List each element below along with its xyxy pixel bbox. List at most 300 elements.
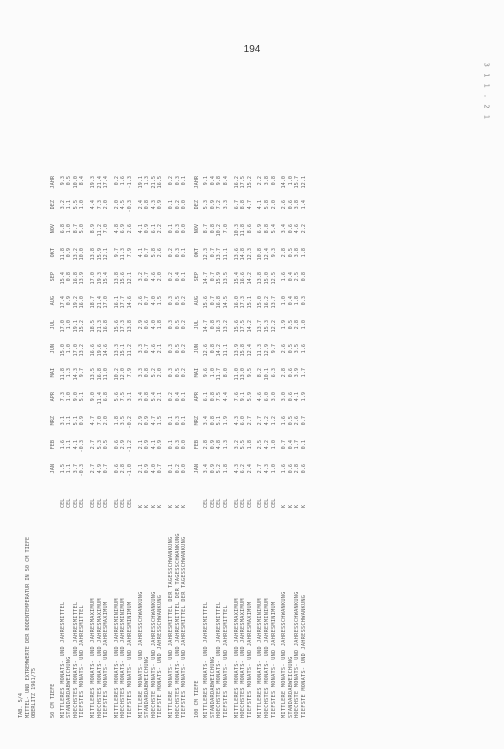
table-cell: 3.2 [59, 200, 66, 210]
table-cell: 2.6 [137, 296, 144, 306]
table-cell: 7.2 [216, 200, 223, 210]
row-label: TIEFSTES MONATS- UND JAHRESMAXIMUM [103, 601, 110, 718]
table-cell: 14.7 [203, 320, 210, 333]
table-cell: 15.0 [264, 272, 271, 285]
table-cell: 16.0 [233, 296, 240, 309]
table-cell: 6.0 [240, 416, 247, 426]
table-cell: 17.4 [103, 176, 110, 189]
table-cell: 1.6 [301, 344, 307, 354]
table-cell: 6.3 [270, 368, 277, 378]
table-cell: 1.9 [223, 416, 230, 426]
row-label: MITTLERES MONATS- UND JAHRESMINIMUM [257, 598, 264, 718]
table-cell: 4.2 [264, 440, 271, 450]
table-cell: 2.6 [294, 416, 301, 426]
table-cell: 4.3 [150, 200, 157, 210]
table-cell: 0.9 [157, 440, 164, 450]
column-header: MRZ [193, 416, 200, 426]
table-cell: 4.6 [150, 344, 157, 354]
table-cell: 12.4 [264, 248, 271, 261]
table-cell: 8.8 [240, 200, 247, 210]
table-cell: 0.1 [301, 440, 307, 450]
table-cell: 1.1 [66, 200, 73, 210]
table-cell: 17.5 [240, 320, 247, 333]
table-cell: 0.6 [113, 440, 120, 450]
table-cell: 3.8 [264, 176, 271, 186]
table-cell: -0.3 [79, 440, 86, 453]
table-cell: 17.3 [120, 320, 127, 333]
table-cell: 1.5 [157, 416, 164, 426]
table-cell: 0.3 [167, 368, 174, 378]
table-cell: 13.3 [113, 344, 120, 357]
table-cell: 16.8 [72, 272, 79, 285]
table-id: TAB. 5/4 [18, 693, 24, 718]
table-cell: 1.1 [66, 464, 73, 474]
table-cell: 2.4 [246, 464, 253, 474]
table-cell: 0.1 [167, 416, 174, 426]
row-label: TIEFSTES MONATS- UND JAHRESMITTEL DER TAGESSCHWANKUNG [181, 536, 188, 718]
table-cell: 0.4 [287, 440, 294, 450]
table-cell: 7.5 [216, 392, 223, 402]
table-cell: 1.0 [301, 320, 307, 330]
table-cell: 0.2 [181, 320, 188, 330]
row-unit: CEL [270, 498, 277, 508]
table-cell: 12.4 [246, 344, 253, 357]
table-cell: 0.4 [209, 176, 216, 186]
table-cell: 12.0 [120, 368, 127, 381]
table-cell: 2.8 [281, 248, 288, 258]
table-cell: 5.6 [113, 392, 120, 402]
page-number: 194 [243, 44, 261, 55]
table-row [223, 78, 230, 718]
row-unit: K [294, 504, 301, 508]
table-cell: 0.7 [281, 440, 288, 450]
table-cell: 2.8 [203, 440, 210, 450]
table-cell: 1.0 [66, 320, 73, 330]
table-cell: 10.2 [216, 224, 223, 237]
row-unit: CEL [89, 498, 96, 508]
table-cell: 8.7 [72, 224, 79, 234]
table-cell: 13.9 [79, 272, 86, 285]
table-cell: 0.0 [181, 224, 188, 234]
table-cell: 0.7 [144, 248, 151, 258]
table-cell: 13.2 [79, 344, 86, 357]
table-cell: 0.2 [174, 464, 181, 474]
table-cell: 4.3 [264, 464, 271, 474]
table-cell: 0.6 [113, 464, 120, 474]
table-cell: 2.6 [281, 200, 288, 210]
table-cell: 1.4 [301, 200, 307, 210]
table-cell: 3.4 [281, 224, 288, 234]
table-cell: 11.4 [96, 392, 103, 405]
table-cell: 11.2 [126, 344, 133, 357]
table-cell: 14.6 [126, 296, 133, 309]
table-cell: 4.2 [264, 416, 271, 426]
column-header: MAI [50, 368, 56, 378]
table-row [203, 78, 210, 718]
row-label: STANDARDABWEICHUNG [144, 656, 151, 718]
table-cell: 0.2 [181, 368, 188, 378]
table-row [127, 78, 134, 718]
table-cell: 1.1 [66, 440, 73, 450]
table-cell: 11.1 [223, 248, 230, 261]
table-cell: 12.9 [264, 344, 271, 357]
table-cell: 4.8 [113, 224, 120, 234]
table-row [138, 78, 145, 718]
table-cell: 2.5 [257, 440, 264, 450]
table-cell: 2.7 [257, 416, 264, 426]
table-cell: 0.2 [113, 176, 120, 186]
table-cell: 11.3 [120, 248, 127, 261]
row-label: TIEFSTES MONATS- UND JAHRESMAXIMUM [246, 601, 253, 718]
table-cell: 3.8 [294, 200, 301, 210]
table-cell: 15.9 [216, 272, 223, 285]
table-cell: 2.5 [294, 272, 301, 282]
table-cell: 13.8 [257, 272, 264, 285]
table-cell: 3.1 [59, 416, 66, 426]
table-cell: 15.1 [246, 296, 253, 309]
table-cell: 2.0 [103, 416, 110, 426]
column-header: NOV [193, 224, 200, 234]
row-unit: CEL [59, 498, 66, 508]
table-cell: 4.4 [89, 200, 96, 210]
table-row [73, 78, 80, 718]
table-cell: 14.0 [281, 176, 288, 189]
table-cell: 17.0 [89, 272, 96, 285]
table-cell: 0.7 [209, 272, 216, 282]
table-cell: 9.7 [113, 248, 120, 258]
table-cell: 0.0 [181, 464, 188, 474]
table-cell: 2.9 [120, 440, 127, 450]
table-cell: -1.0 [126, 464, 133, 477]
table-cell: 2.2 [301, 224, 307, 234]
table-cell: 1.3 [223, 440, 230, 450]
table-cell: 0.4 [174, 272, 181, 282]
table-cell: 0.6 [287, 224, 294, 234]
table-cell: 16.8 [103, 320, 110, 333]
table-cell: 6.8 [59, 224, 66, 234]
column-header: NOV [50, 224, 56, 234]
table-cell: 0.3 [301, 296, 307, 306]
table-cell: 0.8 [270, 176, 277, 186]
column-header: JUL [50, 320, 56, 330]
row-unit: K [144, 504, 151, 508]
table-cell: 0.7 [157, 464, 164, 474]
table-cell: 0.7 [301, 416, 307, 426]
table-cell: 0.0 [181, 200, 188, 210]
table-cell: 12.6 [203, 344, 210, 357]
table-row [66, 78, 73, 718]
row-group [90, 78, 110, 718]
table-cell: 4.8 [216, 440, 223, 450]
table-cell: 3.7 [72, 464, 79, 474]
row-unit: CEL [66, 498, 73, 508]
table-cell: 0.5 [66, 176, 73, 186]
table-cell: 4.7 [150, 416, 157, 426]
table-cell: 0.3 [174, 440, 181, 450]
table-cell: 15.6 [113, 320, 120, 333]
column-header: JAHR [50, 176, 56, 189]
table-cell: 9.1 [203, 176, 210, 186]
row-label: HOECHSTES MONATS- UND JAHRESMAXIMUM [96, 598, 103, 718]
table-cell: 10.1 [264, 368, 271, 381]
table-row [210, 78, 217, 718]
row-label: TIEFSTE MONATS- UND JAHRESSCHWANKUNG [157, 594, 164, 718]
table-row [264, 78, 271, 718]
table-cell: 21.4 [96, 296, 103, 309]
table-cell: 0.3 [167, 320, 174, 330]
table-cell: 0.9 [209, 200, 216, 210]
column-header: MAI [193, 368, 200, 378]
table-cell: 1.6 [281, 272, 288, 282]
table-cell: 4.5 [120, 200, 127, 210]
table-cell: 0.9 [144, 224, 151, 234]
table-cell: 0.9 [144, 464, 151, 474]
table-cell: 0.6 [287, 200, 294, 210]
row-unit: CEL [246, 498, 253, 508]
table-cell: 2.7 [89, 464, 96, 474]
table-cell: 16.6 [240, 272, 247, 285]
table-cell: 8.4 [223, 176, 230, 186]
column-header: SEP [193, 272, 200, 282]
table-cell: 1.7 [294, 440, 301, 450]
table-cell: 21.3 [96, 320, 103, 333]
table-cell: 0.5 [287, 344, 294, 354]
table-cell: 0.9 [66, 296, 73, 306]
row-unit: CEL [103, 498, 110, 508]
row-unit: K [301, 504, 307, 508]
row-group [114, 78, 134, 718]
table-cell: 9.8 [216, 176, 223, 186]
table-sections [50, 78, 308, 718]
table-cell: 17.0 [59, 320, 66, 333]
table-cell: 1.5 [157, 296, 164, 306]
table-row [120, 78, 127, 718]
column-header: APR [193, 392, 200, 402]
table-cell: 4.0 [150, 464, 157, 474]
table-cell: 6.1 [203, 392, 210, 402]
table-cell: 2.6 [157, 248, 164, 258]
row-unit: CEL [79, 498, 86, 508]
table-cell: 1.2 [270, 416, 277, 426]
table-cell: 9.3 [270, 248, 277, 258]
table-cell: 14.2 [246, 320, 253, 333]
table-cell: 13.8 [113, 272, 120, 285]
table-cell: -1.3 [126, 176, 133, 189]
table-cell: 0.3 [174, 224, 181, 234]
row-label: MITTLERE MONATS- UND JAHRESSCHWANKUNG [137, 591, 144, 718]
table-cell: 9.7 [79, 368, 86, 378]
table-cell: 2.1 [137, 440, 144, 450]
table-cell: 2.7 [246, 416, 253, 426]
table-cell: 11.7 [216, 368, 223, 381]
row-label: TIEFSTES MONATS- UND JAHRESMINIMUM [126, 601, 133, 718]
table-cell: 5.0 [79, 224, 86, 234]
table-cell: 9.0 [72, 392, 79, 402]
table-row [281, 78, 288, 718]
table-cell: 0.4 [174, 392, 181, 402]
table-cell: 2.1 [157, 392, 164, 402]
table-cell: 11.8 [240, 224, 247, 237]
table-cell: 14.2 [246, 272, 253, 285]
table-cell: 9.1 [240, 392, 247, 402]
row-label: HOECHSTE MONATS- UND JAHRESSCHWANKUNG [294, 591, 301, 718]
table-cell: 4.1 [257, 200, 264, 210]
table-cell: 4.7 [246, 200, 253, 210]
table-cell: 5.8 [264, 200, 271, 210]
table-cell: 17.0 [72, 344, 79, 357]
table-cell: 4.0 [150, 320, 157, 330]
row-label: TIEFSTES MONATS- UND JAHRESMITTEL [223, 605, 230, 718]
table-cell: 0.5 [174, 344, 181, 354]
column-header: JAN [193, 464, 200, 474]
table-cell: 0.9 [79, 416, 86, 426]
table-cell: 0.2 [167, 176, 174, 186]
row-unit: K [281, 504, 288, 508]
row-unit: K [150, 504, 157, 508]
table-cell: 4.1 [137, 248, 144, 258]
table-cell: 4.6 [257, 392, 264, 402]
table-row [240, 78, 247, 718]
table-cell: 3.8 [294, 248, 301, 258]
table-cell: 15.7 [294, 176, 301, 189]
table-cell: 13.7 [270, 296, 277, 309]
table-cell: 15.6 [203, 296, 210, 309]
row-label: TIEFSTE MONATS- UND JAHRESSCHWANKUNG [301, 594, 307, 718]
table-cell: 7.0 [103, 224, 110, 234]
table-cell: 7.3 [96, 200, 103, 210]
table-cell: 3.4 [203, 464, 210, 474]
table-cell: 6.7 [233, 200, 240, 210]
table-row [144, 78, 151, 718]
table-cell: 11.1 [223, 344, 230, 357]
row-label: HOECHSTES MONATS- UND JAHRESMAXIMUM [240, 598, 247, 718]
table-cell: 5.5 [72, 200, 79, 210]
column-header: OKT [193, 248, 200, 258]
table-cell: 0.7 [144, 344, 151, 354]
column-header: DEZ [193, 200, 200, 210]
table-cell: 5.1 [72, 416, 79, 426]
table-cell: 9.6 [203, 368, 210, 378]
column-header: OKT [50, 248, 56, 258]
table-row [288, 78, 295, 718]
table-cell: 0.3 [174, 176, 181, 186]
table-cell: 1.6 [59, 440, 66, 450]
table-cell: 2.8 [294, 320, 301, 330]
table-cell: 8.0 [223, 368, 230, 378]
table-cell: 1.3 [66, 368, 73, 378]
table-cell: 13.6 [233, 248, 240, 261]
row-unit: CEL [264, 498, 271, 508]
table-cell: 1.9 [301, 392, 307, 402]
table-cell: 1.8 [246, 440, 253, 450]
table-cell: 1.6 [281, 416, 288, 426]
table-cell: -0.2 [126, 416, 133, 429]
table-cell: 1.0 [66, 344, 73, 354]
row-label: HOECHSTES MONATS- UND JAHRESMINIMUM [120, 598, 127, 718]
row-unit: CEL [223, 498, 230, 508]
row-label: HOECHSTES MONATS- UND JAHRESMITTEL [72, 601, 79, 718]
table-section [50, 78, 188, 718]
table-cell: 7.0 [96, 416, 103, 426]
table-cell: 5.5 [240, 440, 247, 450]
table-cell: 16.1 [113, 296, 120, 309]
table-cell: 0.5 [287, 416, 294, 426]
table-cell: 0.0 [181, 440, 188, 450]
table-cell: 15.4 [103, 272, 110, 285]
table-cell: 14.7 [203, 272, 210, 285]
table-cell: 1.8 [294, 296, 301, 306]
row-unit: CEL [120, 498, 127, 508]
column-header: JUN [50, 344, 56, 354]
table-cell: 0.5 [174, 368, 181, 378]
row-unit: CEL [240, 498, 247, 508]
table-cell: 0.5 [174, 320, 181, 330]
table-cell: 0.8 [209, 224, 216, 234]
table-cell: 21.4 [96, 176, 103, 189]
table-cell: 1.0 [209, 368, 216, 378]
table-cell: 6.9 [120, 224, 127, 234]
row-label: MITTLERES MONATS- UND JAHRESMAXIMUM [233, 598, 240, 718]
table-cell: 15.9 [96, 248, 103, 261]
table-cell: 21.5 [150, 176, 157, 189]
table-cell: 0.3 [174, 416, 181, 426]
table-cell: 0.8 [144, 368, 151, 378]
row-unit: CEL [209, 498, 216, 508]
table-row [247, 78, 254, 718]
table-cell: 1.8 [157, 320, 164, 330]
row-label: MITTLERES MONATS- UND JAHRESMITTEL [203, 601, 210, 718]
table-cell: 17.4 [59, 296, 66, 309]
table-row [216, 78, 223, 718]
table-cell: 0.2 [181, 296, 188, 306]
table-cell: 10.0 [72, 176, 79, 189]
table-cell: 3.3 [137, 368, 144, 378]
table-cell: 16.5 [157, 176, 164, 189]
table-cell: 4.1 [137, 224, 144, 234]
table-cell: 16.0 [79, 296, 86, 309]
table-cell: 0.5 [174, 296, 181, 306]
table-cell: 4.1 [72, 440, 79, 450]
table-cell: 0.7 [209, 296, 216, 306]
table-row [301, 78, 308, 718]
table-cell: 6.0 [264, 392, 271, 402]
table-cell: 0.1 [167, 440, 174, 450]
table-cell: 10.2 [113, 368, 120, 381]
table-cell: 3.4 [137, 392, 144, 402]
column-header: DEZ [50, 200, 56, 210]
table-cell: 15.2 [79, 320, 86, 333]
table-cell: 15.6 [233, 320, 240, 333]
table-cell: 16.6 [89, 344, 96, 357]
table-row [157, 78, 164, 718]
table-title-block [18, 78, 44, 718]
row-label: STANDARDABWEICHUNG [287, 656, 294, 718]
table-cell: 1.0 [270, 464, 277, 474]
table-cell: 0.8 [301, 272, 307, 282]
table-cell: 0.7 [144, 296, 151, 306]
row-group [257, 78, 277, 718]
table-cell: 3.9 [294, 368, 301, 378]
table-cell: 2.0 [157, 368, 164, 378]
table-cell: 0.2 [167, 272, 174, 282]
table-cell: 4.6 [294, 224, 301, 234]
table-cell: 0.5 [287, 320, 294, 330]
table-cell: 0.4 [287, 272, 294, 282]
table-cell: 5.8 [150, 248, 157, 258]
table-cell: 3.0 [270, 392, 277, 402]
table-cell: 2.4 [137, 200, 144, 210]
table-cell: 0.9 [66, 248, 73, 258]
